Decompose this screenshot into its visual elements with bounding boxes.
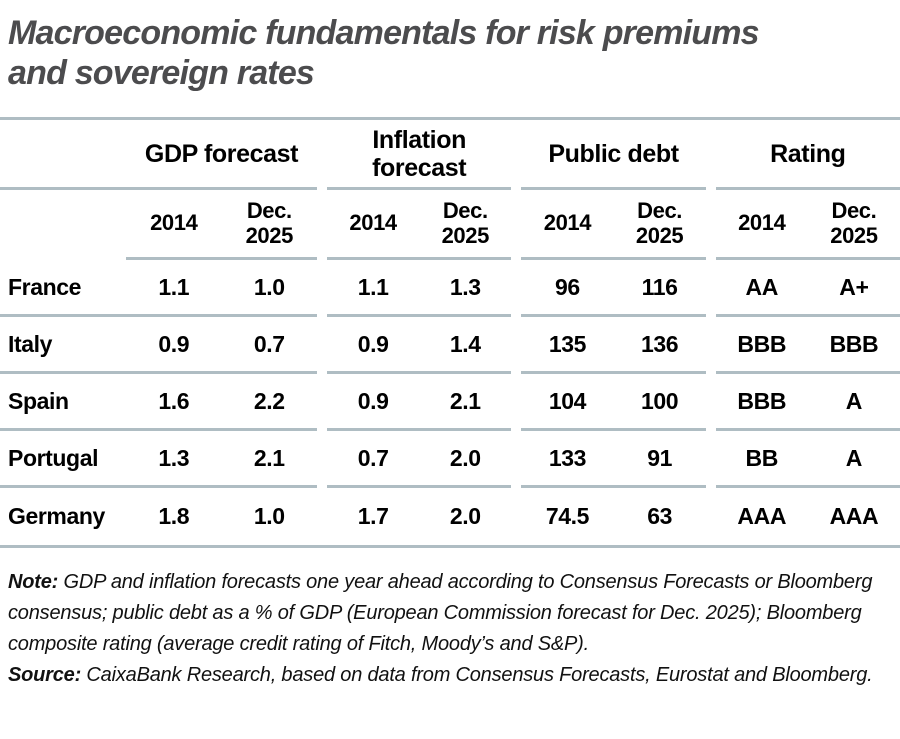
germany-gdp-dec-2025: 1.0: [253, 503, 285, 529]
portugal-inflation-2014: 0.7: [357, 444, 389, 471]
italy-debt-2014: 135: [548, 330, 586, 357]
spain-gdp-dec-2025: 2.2: [253, 387, 285, 414]
portugal-gdp-2014: 1.3: [158, 444, 190, 471]
portugal-debt-2014: 133: [548, 444, 586, 471]
italy-rating-dec-2025: BBB: [829, 330, 879, 357]
chart-title-line2: and sovereign rates: [8, 54, 315, 92]
subcol-inflation-dec-2025: Dec. 2025: [441, 198, 489, 248]
subheader-row: [0, 190, 900, 260]
germany-debt-dec-2025: 63: [647, 503, 672, 529]
spain-inflation-2014: 0.9: [357, 387, 389, 414]
france-gdp-2014: 1.1: [158, 273, 190, 300]
portugal-inflation-dec-2025: 2.0: [449, 444, 481, 471]
italy-rating-2014: BBB: [737, 330, 787, 357]
source-text: Source: CaixaBank Research, based on data from Consensus Forecasts, Eurostat and Bloomberg.: [8, 664, 873, 686]
germany-debt-2014: 74.5: [545, 503, 589, 529]
portugal-rating-2014: BB: [745, 444, 778, 471]
subcol-rating-dec-2025: Dec. 2025: [830, 198, 878, 248]
germany-rating-dec-2025: AAA: [829, 503, 879, 529]
note-label: Note:: [8, 571, 59, 593]
germany-inflation-dec-2025: 2.0: [449, 503, 481, 529]
subcol-rating-2014: 2014: [738, 210, 786, 236]
spain-debt-2014: 104: [548, 387, 586, 414]
note-text: Note: GDP and inflation forecasts one year ahead according to Consensus Forecasts or Bloomberg consensus; public debt as a % of GDP (European Commission forecast for Dec. 2025); Bloomberg composite rating (average credit rating of Fitch, Moody’s and S&P).: [8, 571, 873, 655]
row-label-spain: Spain: [8, 387, 69, 414]
france-inflation-dec-2025: 1.3: [449, 273, 481, 300]
spain-rating-dec-2025: A: [845, 387, 863, 414]
chart-title-line1: Macroeconomic fundamentals for risk premiums: [8, 14, 759, 52]
footnotes: [0, 548, 900, 691]
subcol-gdp-dec-2025: Dec. 2025: [245, 198, 293, 248]
data-table: [0, 117, 900, 548]
italy-inflation-dec-2025: 1.4: [449, 330, 481, 357]
column-group-inflation-forecast: Inflation forecast: [327, 120, 511, 190]
row-label-germany: Germany: [8, 503, 105, 529]
table-row-portugal: [0, 431, 900, 488]
italy-gdp-dec-2025: 0.7: [253, 330, 285, 357]
row-label-france: France: [8, 273, 82, 300]
corner-cell: [0, 120, 126, 187]
italy-debt-dec-2025: 136: [640, 330, 679, 357]
germany-inflation-2014: 1.7: [357, 503, 389, 529]
corner-cell: [0, 190, 126, 260]
subcol-gdp-2014: 2014: [150, 210, 198, 236]
france-debt-2014: 96: [555, 273, 580, 300]
germany-gdp-2014: 1.8: [158, 503, 190, 529]
italy-gdp-2014: 0.9: [158, 330, 190, 357]
portugal-gdp-dec-2025: 2.1: [253, 444, 285, 471]
portugal-debt-dec-2025: 91: [647, 444, 672, 471]
subcol-inflation-2014: 2014: [349, 210, 397, 236]
portugal-rating-dec-2025: A: [845, 444, 863, 471]
column-group-rating: Rating: [716, 120, 900, 190]
spain-inflation-dec-2025: 2.1: [449, 387, 481, 414]
france-debt-dec-2025: 116: [641, 273, 678, 300]
france-rating-2014: AA: [745, 273, 778, 300]
column-group-public-debt: Public debt: [521, 120, 705, 190]
france-inflation-2014: 1.1: [357, 273, 389, 300]
table-row-spain: [0, 374, 900, 431]
table-row-germany: [0, 488, 900, 545]
group-header-row: [0, 120, 900, 190]
chart-title: [0, 0, 900, 93]
spain-gdp-2014: 1.6: [158, 387, 190, 414]
france-gdp-dec-2025: 1.0: [253, 273, 285, 300]
column-group-gdp-forecast: GDP forecast: [144, 139, 299, 168]
row-label-italy: Italy: [8, 330, 53, 357]
subcol-public-debt-2014: 2014: [543, 210, 592, 236]
germany-rating-2014: AAA: [737, 503, 787, 529]
row-label-portugal: Portugal: [8, 444, 99, 471]
spain-debt-dec-2025: 100: [640, 387, 679, 414]
spain-rating-2014: BBB: [737, 387, 787, 414]
source-label: Source:: [8, 664, 82, 686]
table-row-italy: [0, 317, 900, 374]
france-rating-dec-2025: A+: [839, 273, 869, 300]
table-row-france: [0, 260, 900, 317]
italy-inflation-2014: 0.9: [357, 330, 389, 357]
subcol-public-debt-dec-2025: Dec. 2025: [635, 198, 684, 248]
